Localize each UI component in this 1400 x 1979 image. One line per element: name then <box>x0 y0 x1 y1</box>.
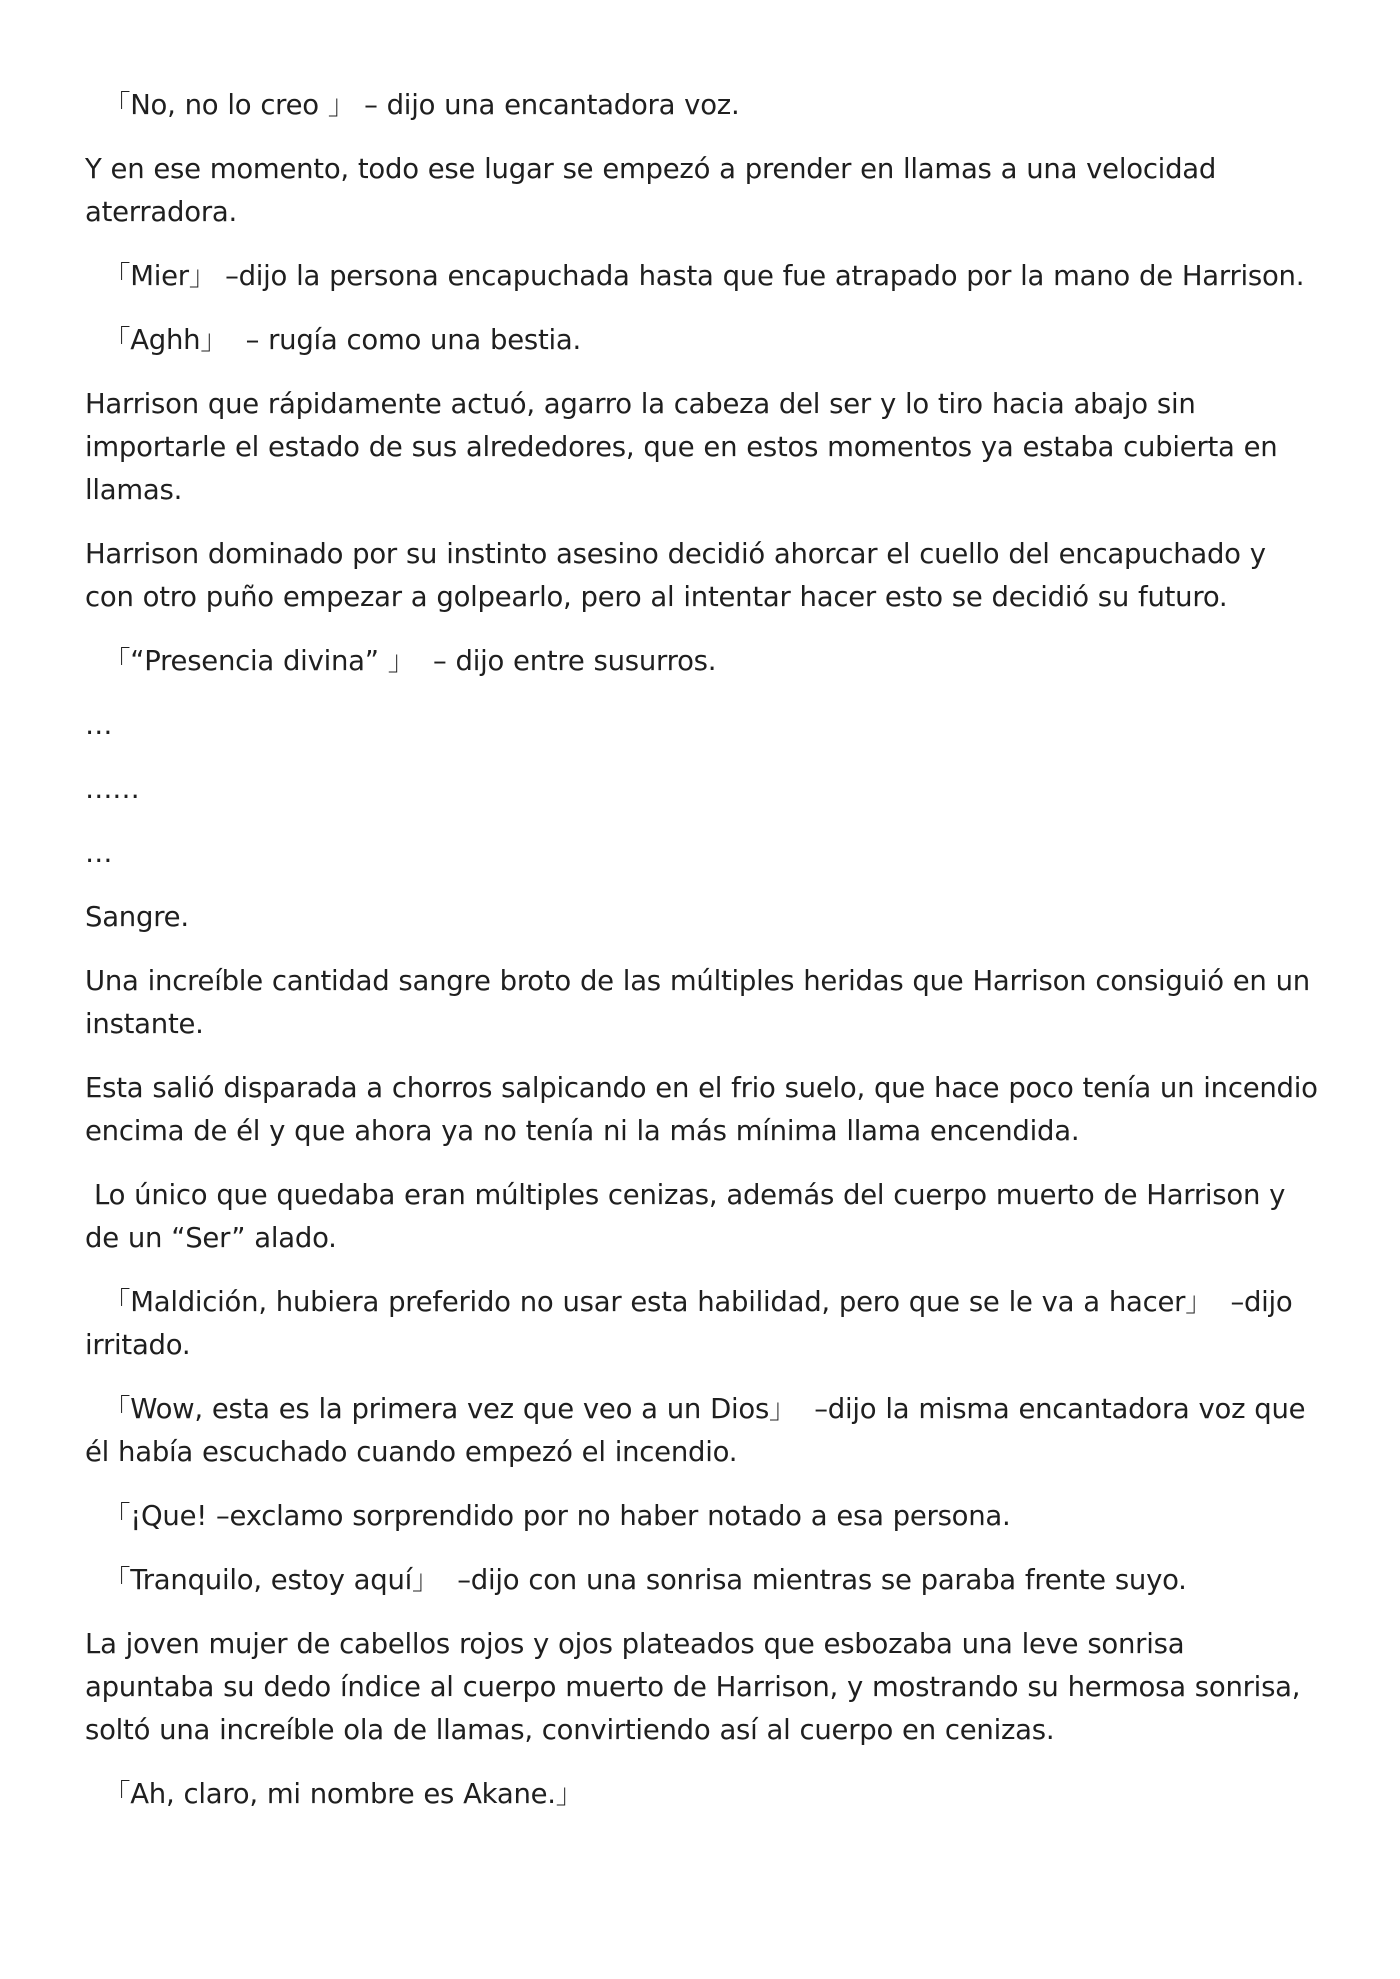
paragraph: 「Wow, esta es la primera vez que veo a un Dios」 –dijo la misma encantadora voz que él había escuchado cuando empezó el incendio. <box>85 1393 1315 1468</box>
paragraph: 「¡Que! –exclamo sorprendido por no haber notado a esa persona. <box>85 1500 1011 1532</box>
paragraph: 「“Presencia divina” 」 – dijo entre susurros. <box>85 645 717 677</box>
paragraph: 「Aghh」 – rugía como una bestia. <box>85 324 581 356</box>
paragraph: Harrison dominado por su instinto asesino decidió ahorcar el cuello del encapuchado y con otro puño empezar a golpearlo, pero al intentar hacer esto se decidió su futuro. <box>85 538 1275 613</box>
paragraph: … <box>85 837 113 869</box>
paragraph: Sangre. <box>85 901 189 933</box>
paragraph: Y en ese momento, todo ese lugar se empezó a prender en llamas a una velocidad aterradora. <box>85 153 1226 228</box>
paragraph: La joven mujer de cabellos rojos y ojos plateados que esbozaba una leve sonrisa apuntaba su dedo índice al cuerpo muerto de Harrison, y mostrando su hermosa sonrisa, soltó una increíble ola de llamas, convirtiendo así al cuerpo en cenizas. <box>85 1628 1310 1746</box>
paragraph: 「Mier」 –dijo la persona encapuchada hasta que fue atrapado por la mano de Harrison. <box>85 260 1305 292</box>
paragraph: Harrison que rápidamente actuó, agarro la cabeza del ser y lo tiro hacia abajo sin importarle el estado de sus alrededores, que en estos momentos ya estaba cubierta en llamas. <box>85 388 1287 506</box>
paragraph: Lo único que quedaba eran múltiples cenizas, además del cuerpo muerto de Harrison y de un “Ser” alado. <box>85 1179 1295 1254</box>
paragraph: Esta salió disparada a chorros salpicando en el frio suelo, que hace poco tenía un incendio encima de él y que ahora ya no tenía ni la más mínima llama encendida. <box>85 1072 1327 1147</box>
paragraph: 「Ah, claro, mi nombre es Akane.」 <box>85 1778 584 1810</box>
paragraph: 「No, no lo creo 」 – dijo una encantadora voz. <box>85 89 740 121</box>
paragraph: 「Maldición, hubiera preferido no usar esta habilidad, pero que se le va a hacer」 –dijo irritado. <box>85 1286 1302 1361</box>
paragraph: …… <box>85 773 140 805</box>
paragraph: … <box>85 709 113 741</box>
paragraph: 「Tranquilo, estoy aquí」 –dijo con una sonrisa mientras se paraba frente suyo. <box>85 1564 1187 1596</box>
paragraph: Una increíble cantidad sangre broto de las múltiples heridas que Harrison consiguió en un instante. <box>85 965 1319 1040</box>
